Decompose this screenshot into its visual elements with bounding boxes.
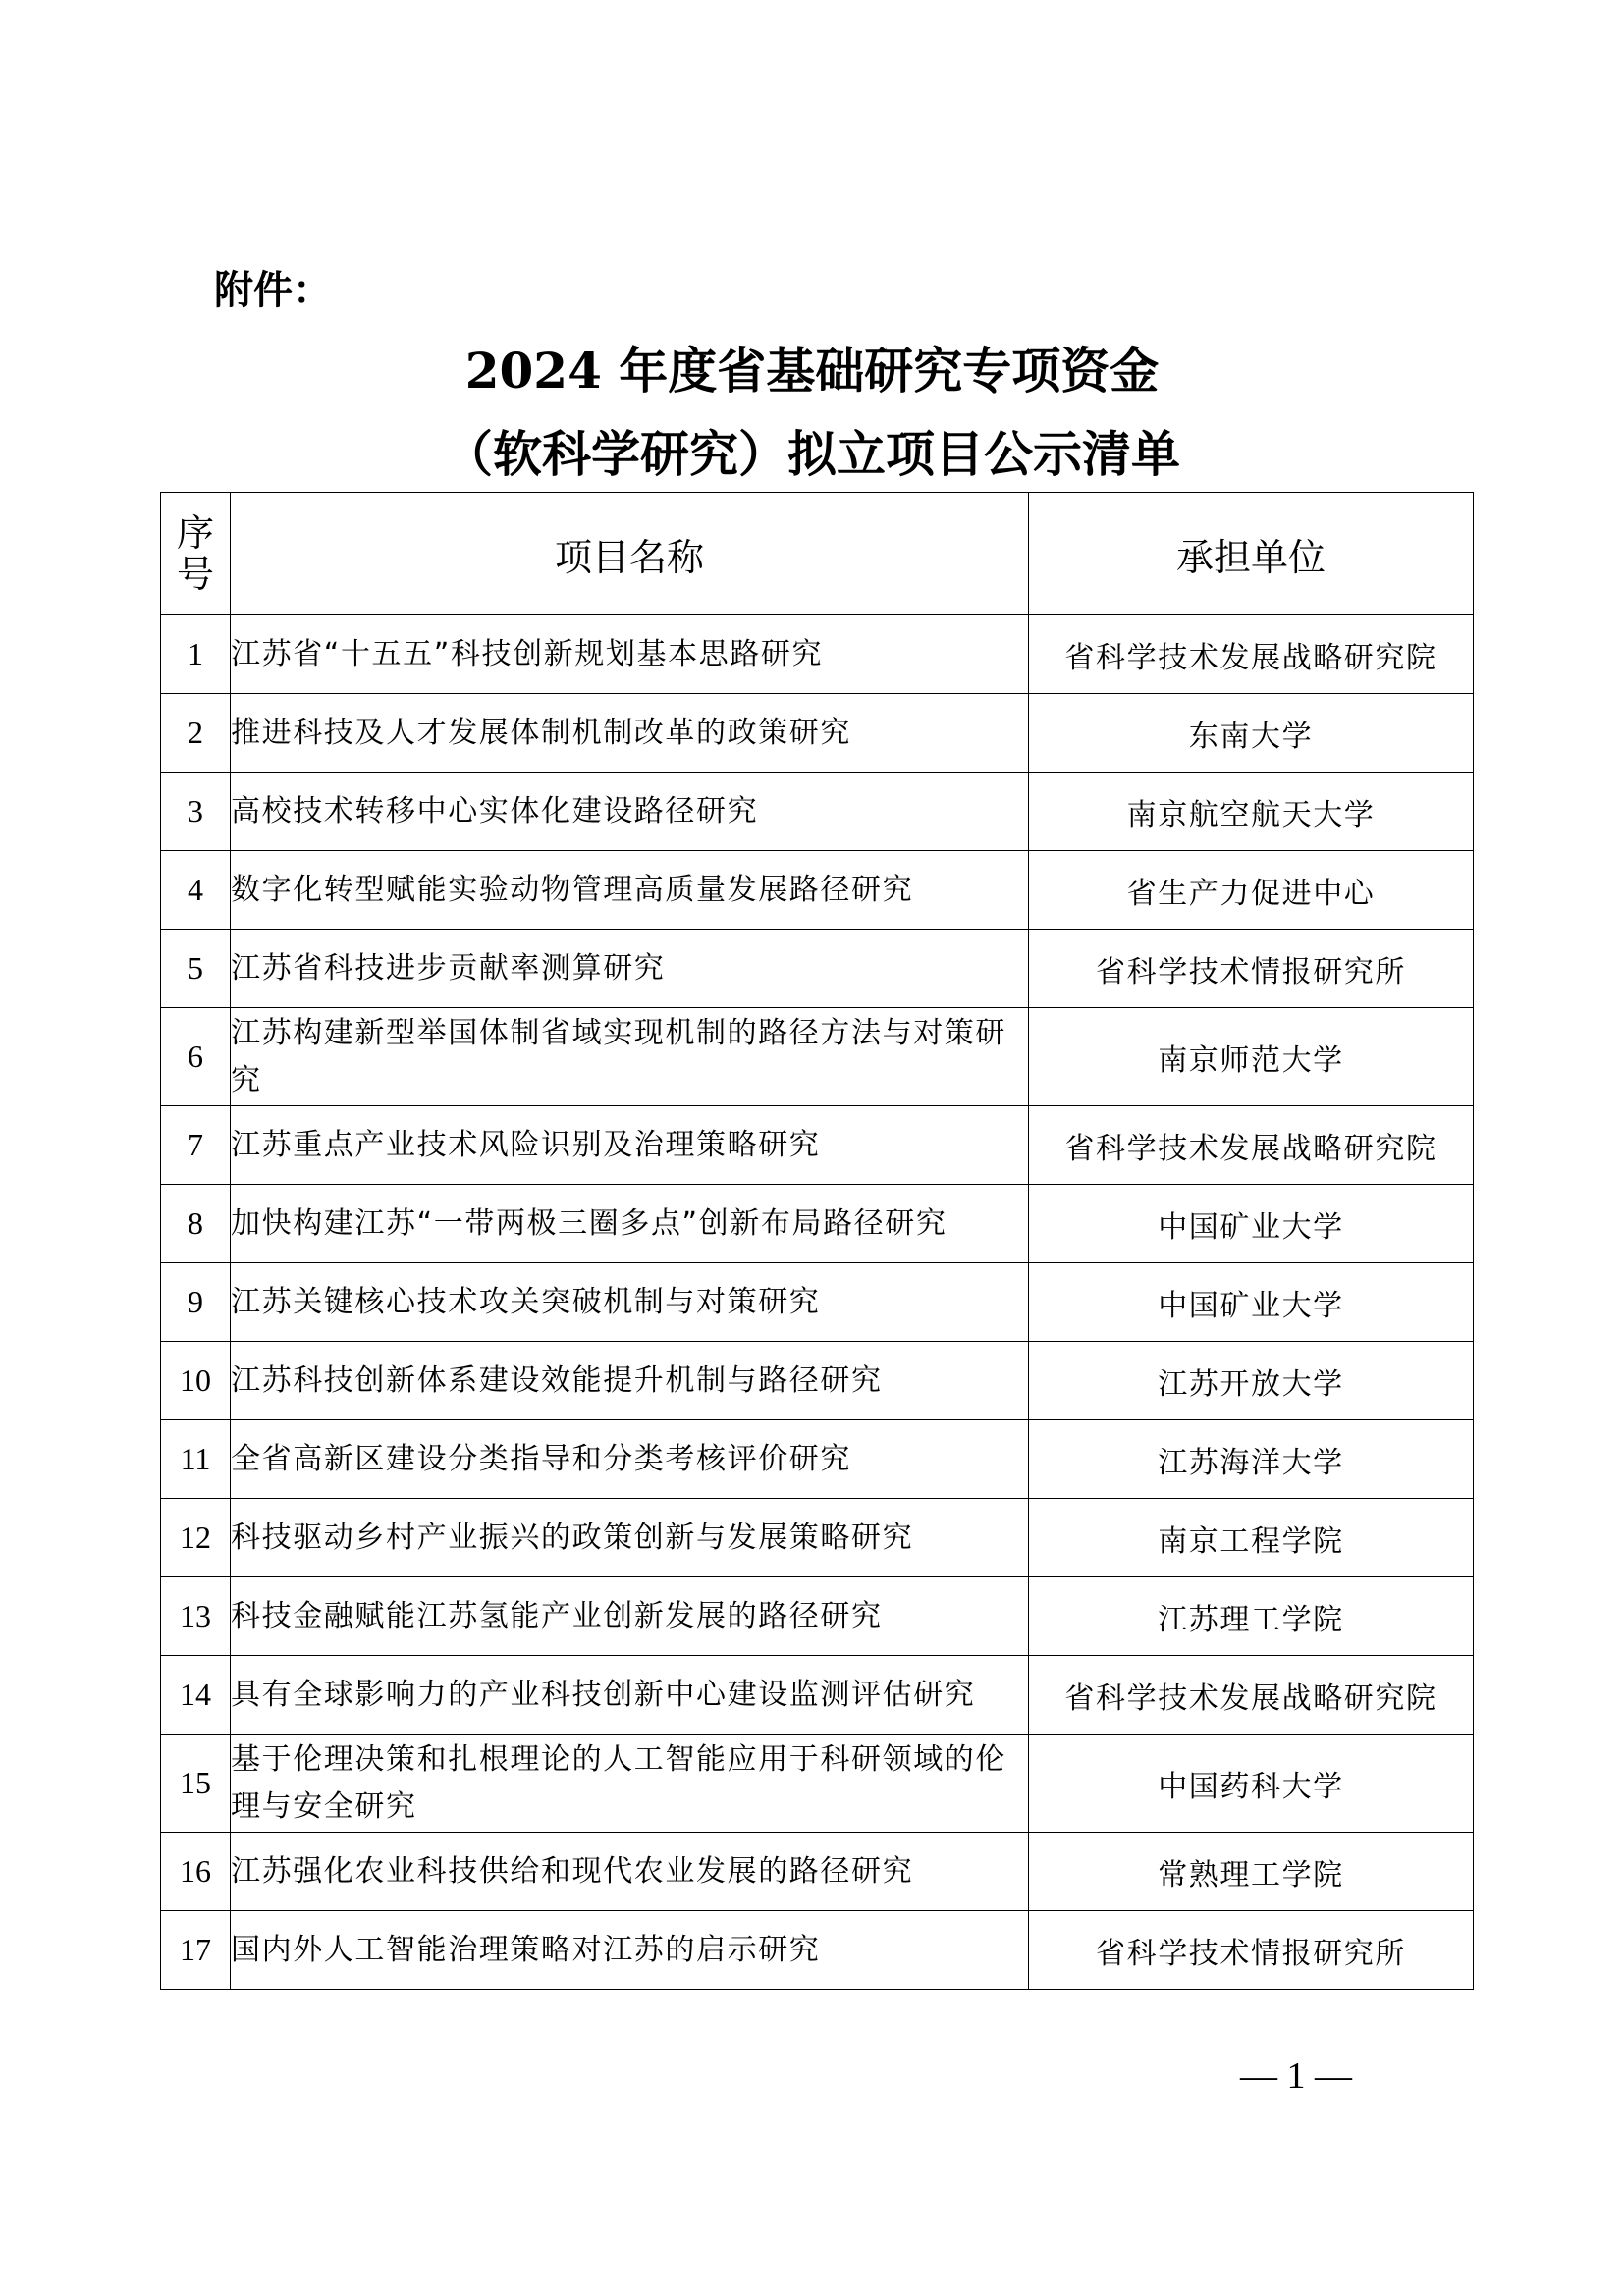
table-row <box>161 615 1474 694</box>
table-row <box>161 1499 1474 1577</box>
document-title-line2: （软科学研究）拟立项目公示清单 <box>444 425 1180 483</box>
row-unit: 省科学技术情报研究所 <box>1029 930 1474 1008</box>
row-project-name: 加快构建江苏“一带两极三圈多点”创新布局路径研究 <box>231 1185 1029 1263</box>
project-list-table <box>160 492 1474 1990</box>
table-row <box>161 773 1474 851</box>
row-unit: 南京师范大学 <box>1029 1008 1474 1106</box>
row-seq: 12 <box>161 1499 231 1577</box>
row-unit: 常熟理工学院 <box>1029 1833 1474 1911</box>
seq-header-line2: 号 <box>176 553 214 596</box>
row-project-name: 全省高新区建设分类指导和分类考核评价研究 <box>231 1420 1029 1499</box>
row-seq: 15 <box>161 1735 231 1833</box>
row-seq: 8 <box>161 1185 231 1263</box>
table-row <box>161 1263 1474 1342</box>
row-project-name: 科技金融赋能江苏氢能产业创新发展的路径研究 <box>231 1577 1029 1656</box>
row-unit: 省科学技术发展战略研究院 <box>1029 1656 1474 1735</box>
row-unit: 省科学技术发展战略研究院 <box>1029 615 1474 694</box>
table-row <box>161 1656 1474 1735</box>
row-seq: 3 <box>161 773 231 851</box>
row-seq: 5 <box>161 930 231 1008</box>
row-seq: 4 <box>161 851 231 930</box>
row-seq: 17 <box>161 1911 231 1990</box>
row-seq: 1 <box>161 615 231 694</box>
row-project-name: 具有全球影响力的产业科技创新中心建设监测评估研究 <box>231 1656 1029 1735</box>
table-row <box>161 1833 1474 1911</box>
table-row <box>161 1735 1474 1833</box>
row-project-name: 科技驱动乡村产业振兴的政策创新与发展策略研究 <box>231 1499 1029 1577</box>
row-unit: 江苏理工学院 <box>1029 1577 1474 1656</box>
row-unit: 省生产力促进中心 <box>1029 851 1474 930</box>
row-unit: 江苏海洋大学 <box>1029 1420 1474 1499</box>
table-header-row <box>161 493 1474 615</box>
row-project-name: 国内外人工智能治理策略对江苏的启示研究 <box>231 1911 1029 1990</box>
row-unit: 中国矿业大学 <box>1029 1185 1474 1263</box>
row-project-name: 江苏省科技进步贡献率测算研究 <box>231 930 1029 1008</box>
table-row <box>161 694 1474 773</box>
page-number: — 1 — <box>1240 2056 1352 2097</box>
table-row <box>161 1342 1474 1420</box>
row-project-name: 江苏科技创新体系建设效能提升机制与路径研究 <box>231 1342 1029 1420</box>
unit-column-header: 承担单位 <box>1029 493 1474 615</box>
row-seq: 14 <box>161 1656 231 1735</box>
table-row <box>161 1577 1474 1656</box>
attachment-label: 附件： <box>214 268 332 313</box>
table-row <box>161 1185 1474 1263</box>
row-seq: 6 <box>161 1008 231 1106</box>
row-project-name: 数字化转型赋能实验动物管理高质量发展路径研究 <box>231 851 1029 930</box>
row-seq: 16 <box>161 1833 231 1911</box>
row-unit: 省科学技术情报研究所 <box>1029 1911 1474 1990</box>
table-row <box>161 1911 1474 1990</box>
row-seq: 11 <box>161 1420 231 1499</box>
row-unit: 江苏开放大学 <box>1029 1342 1474 1420</box>
row-project-name: 江苏重点产业技术风险识别及治理策略研究 <box>231 1106 1029 1185</box>
row-seq: 10 <box>161 1342 231 1420</box>
row-unit: 中国药科大学 <box>1029 1735 1474 1833</box>
row-unit: 东南大学 <box>1029 694 1474 773</box>
row-unit: 南京航空航天大学 <box>1029 773 1474 851</box>
row-unit: 中国矿业大学 <box>1029 1263 1474 1342</box>
row-project-name: 江苏强化农业科技供给和现代农业发展的路径研究 <box>231 1833 1029 1911</box>
document-title-line1: 2024 年度省基础研究专项资金 <box>464 342 1160 400</box>
table-row <box>161 1106 1474 1185</box>
table-row <box>161 1008 1474 1106</box>
name-column-header: 项目名称 <box>231 493 1029 615</box>
row-seq: 9 <box>161 1263 231 1342</box>
table-row <box>161 930 1474 1008</box>
row-seq: 2 <box>161 694 231 773</box>
table-row <box>161 851 1474 930</box>
row-project-name: 基于伦理决策和扎根理论的人工智能应用于科研领域的伦理与安全研究 <box>231 1735 1029 1833</box>
row-project-name: 高校技术转移中心实体化建设路径研究 <box>231 773 1029 851</box>
row-unit: 省科学技术发展战略研究院 <box>1029 1106 1474 1185</box>
row-project-name: 江苏省“十五五”科技创新规划基本思路研究 <box>231 615 1029 694</box>
row-project-name: 江苏关键核心技术攻关突破机制与对策研究 <box>231 1263 1029 1342</box>
seq-column-header <box>161 493 231 615</box>
seq-header-line1: 序 <box>176 511 214 555</box>
row-seq: 13 <box>161 1577 231 1656</box>
row-project-name: 推进科技及人才发展体制机制改革的政策研究 <box>231 694 1029 773</box>
row-unit: 南京工程学院 <box>1029 1499 1474 1577</box>
row-project-name: 江苏构建新型举国体制省域实现机制的路径方法与对策研究 <box>231 1008 1029 1106</box>
table-row <box>161 1420 1474 1499</box>
row-seq: 7 <box>161 1106 231 1185</box>
